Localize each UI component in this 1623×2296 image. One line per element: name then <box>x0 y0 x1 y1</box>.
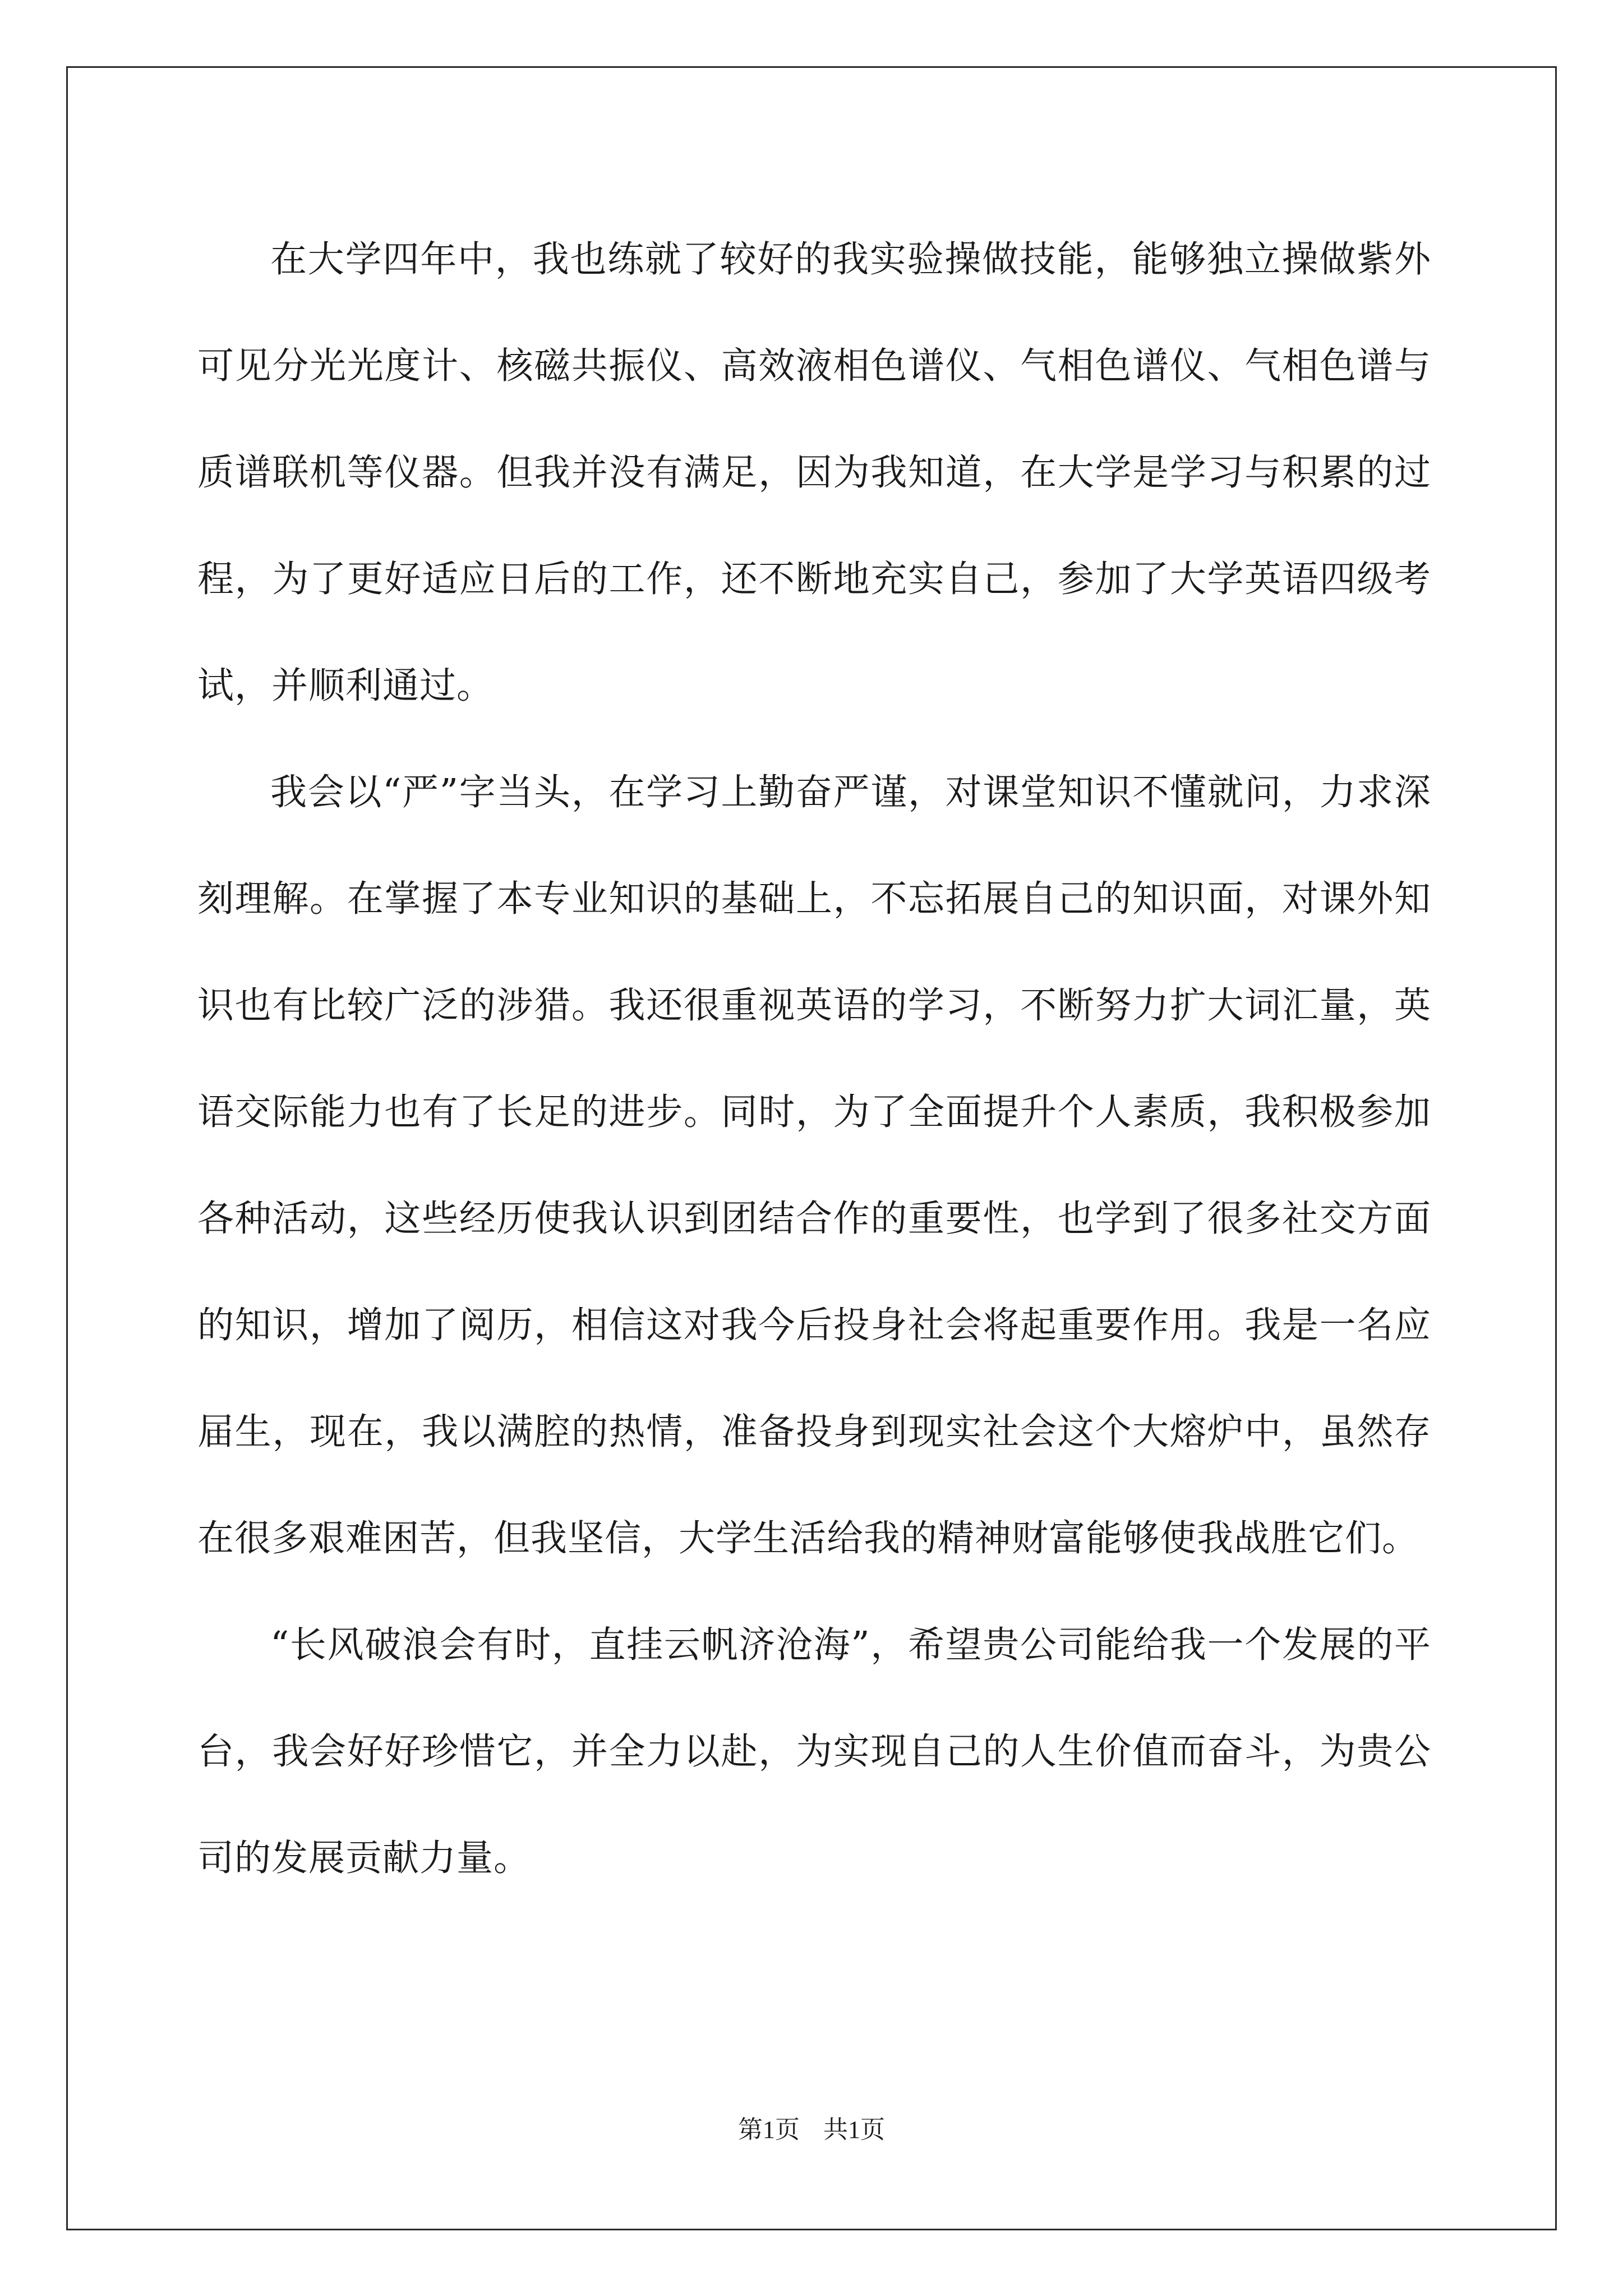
document-body <box>197 206 1431 1912</box>
paragraph-1: 在大学四年中，我也练就了较好的我实验操做技能，能够独立操做紫外可见分光光度计、核磁共振仪、高效液相色谱仪、气相色谱仪、气相色谱与质谱联机等仪器。但我并没有满足，因为我知道，在大学是学习与积累的过程，为了更好适应日后的工作，还不断地充实自己，参加了大学英语四级考试，并顺利通过。 <box>197 238 1431 707</box>
page-footer <box>0 2109 1623 2145</box>
paragraph-2: 我会以“严”字当头，在学习上勤奋严谨，对课堂知识不懂就问，力求深刻理解。在掌握了本专业知识的基础上，不忘拓展自己的知识面，对课外知识也有比较广泛的涉猎。我还很重视英语的学习，不断努力扩大词汇量，英语交际能力也有了长足的进步。同时，为了全面提升个人素质，我积极参加各种活动，这些经历使我认识到团结合作的重要性，也学到了很多社交方面的知识，增加了阅历，相信这对我今后投身社会将起重要作用。我是一名应届生，现在，我以满腔的热情，准备投身到现实社会这个大熔炉中，虽然存在很多艰难困苦，但我坚信，大学生活给我的精神财富能够使我战胜它们。 <box>197 771 1431 1559</box>
page-number-current: 第1页 <box>738 2116 800 2143</box>
paragraph-3: “长风破浪会有时，直挂云帆济沧海”，希望贵公司能给我一个发展的平台，我会好好珍惜它，并全力以赴，为实现自己的人生价值而奋斗，为贵公司的发展贡献力量。 <box>197 1624 1431 1879</box>
page-number-total: 共1页 <box>823 2116 885 2143</box>
